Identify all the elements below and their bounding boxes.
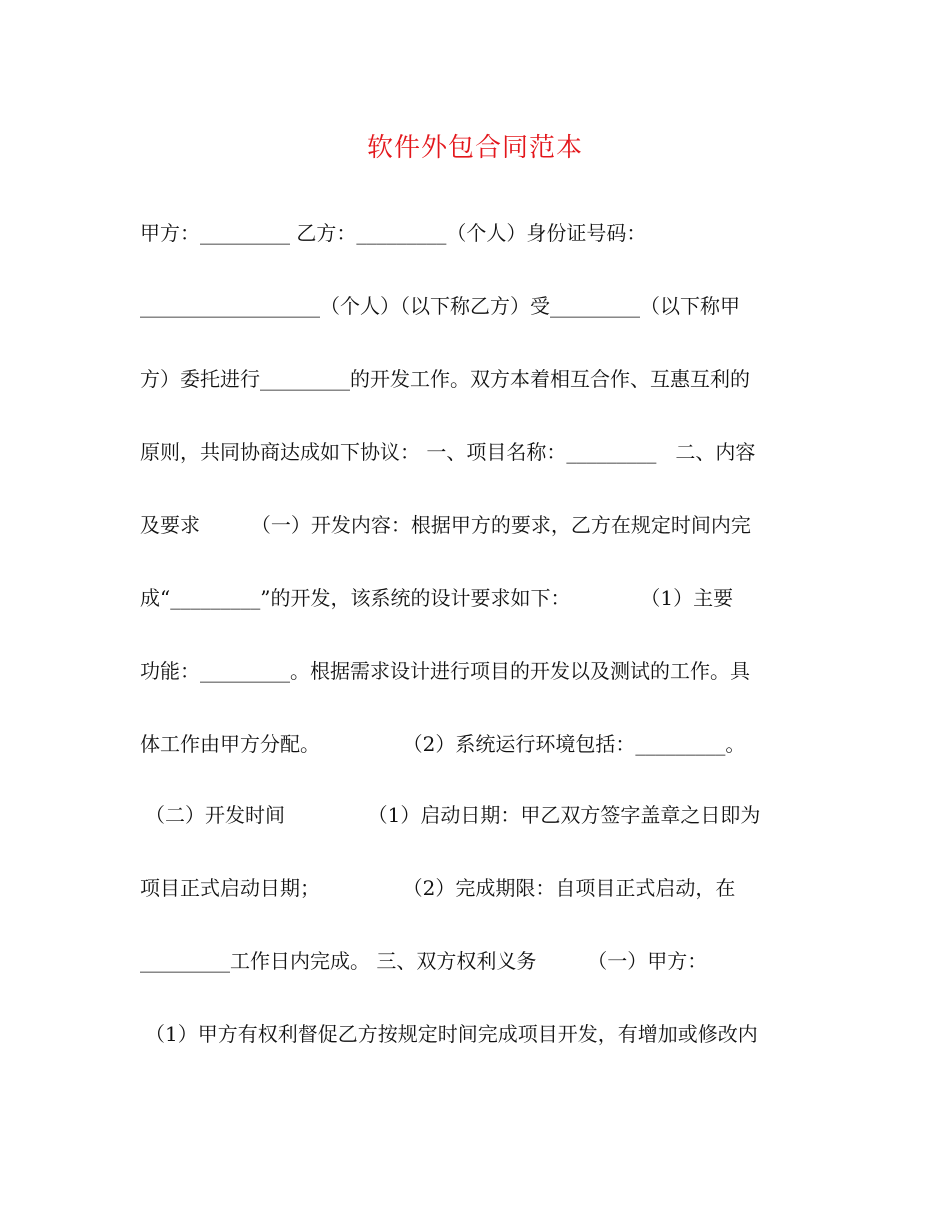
body-text-line: __________________（个人）（以下称乙方）受_________（以下称甲: [140, 294, 740, 318]
document-title: 软件外包合同范本: [366, 133, 583, 163]
body-text-line: 方）委托进行_________的开发工作。双方本着相互合作、互惠互利的: [140, 367, 750, 391]
body-text-line: （二）开发时间 （1）启动日期：甲乙双方签字盖章之日即为: [145, 803, 761, 827]
body-text-line: （1）甲方有权利督促乙方按规定时间完成项目开发，有增加或修改内: [145, 1022, 758, 1046]
body-text-line: _________工作日内完成。 三、双方权利义务 （一）甲方：: [140, 949, 708, 973]
body-text-line: 原则，共同协商达成如下协议： 一、项目名称：_________ 二、内容: [140, 440, 756, 464]
body-text-line: 成“_________”的开发，该系统的设计要求如下： （1）主要: [140, 586, 734, 610]
body-text-line: 项目正式启动日期； （2）完成期限：自项目正式启动，在: [140, 876, 736, 900]
body-text-line: 体工作由甲方分配。 （2）系统运行环境包括：_________。: [140, 732, 746, 756]
body-text-line: 及要求 （一）开发内容：根据甲方的要求，乙方在规定时间内完: [140, 513, 751, 537]
body-text-line: 功能：_________。根据需求设计进行项目的开发以及测试的工作。具: [140, 659, 750, 683]
body-text-line: 甲方：_________ 乙方：_________（个人）身份证号码：: [140, 221, 647, 245]
